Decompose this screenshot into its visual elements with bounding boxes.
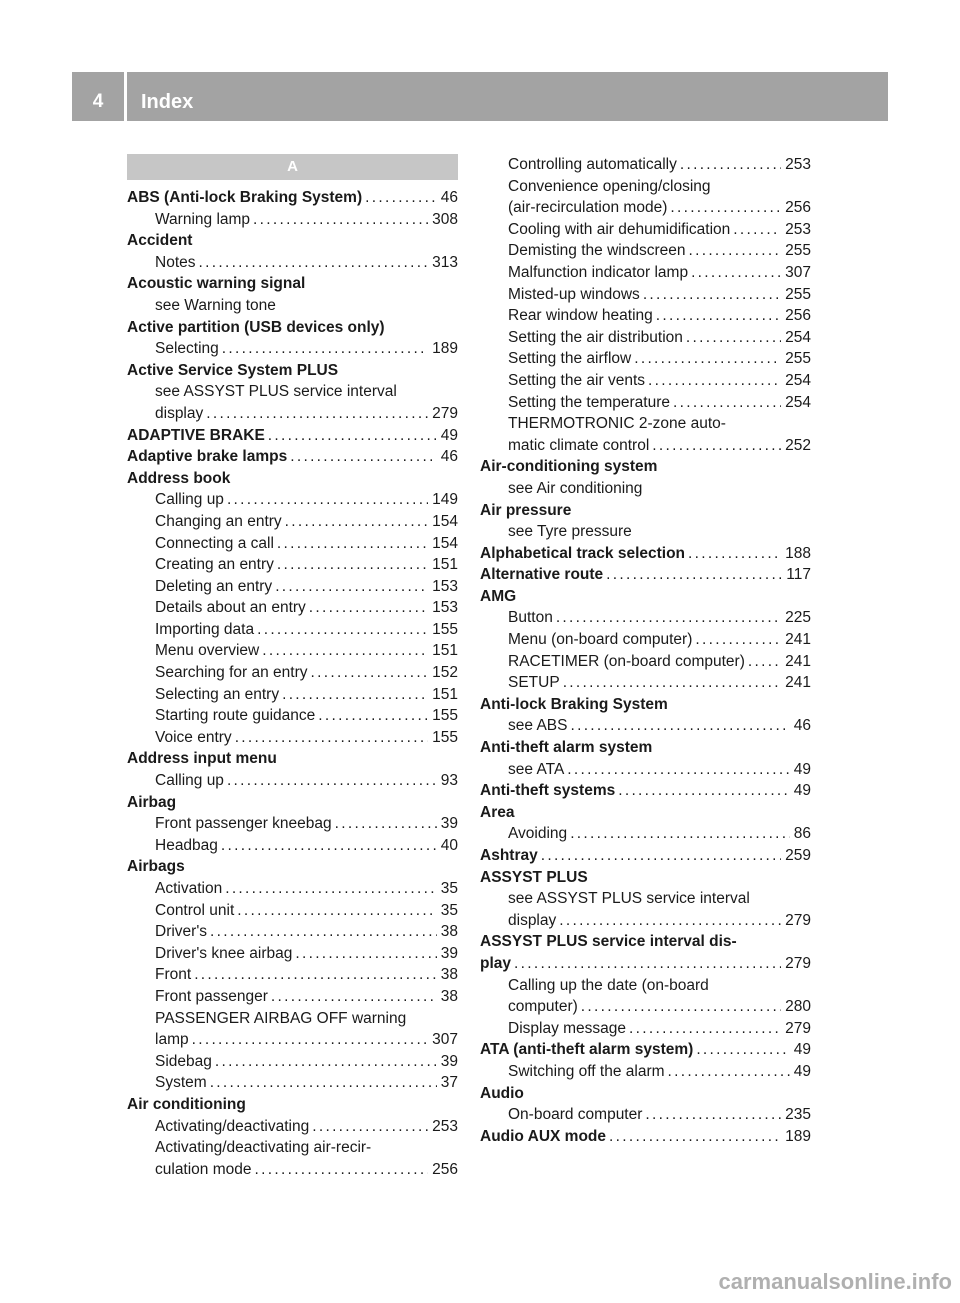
index-entry	[127, 425, 458, 447]
entry-page-number: 253	[785, 156, 811, 173]
entry-label: ABS (Anti-lock Braking System)	[127, 189, 363, 206]
dot-leader	[268, 425, 437, 447]
index-heading: Active Service System PLUS	[127, 361, 339, 379]
index-heading: Address input menu	[127, 750, 277, 768]
entry-page-number: 153	[432, 599, 458, 617]
dot-leader	[215, 1051, 437, 1073]
page-header	[72, 72, 888, 121]
entry-page-number: 254	[785, 328, 811, 346]
dot-leader	[210, 921, 437, 943]
entry-label: Notes	[155, 253, 196, 271]
dot-leader	[262, 640, 428, 662]
entry-page-number: 189	[432, 340, 458, 358]
index-heading: AMG	[480, 587, 517, 605]
entry-page-number: 117	[786, 566, 811, 584]
entry-label: Connecting a call	[155, 534, 274, 552]
index-entry	[127, 403, 458, 425]
entry-label: Starting route guidance	[155, 707, 316, 725]
index-entry	[127, 187, 458, 209]
entry-label: Front	[155, 966, 192, 984]
index-column-right	[480, 154, 811, 1147]
index-entry	[127, 684, 458, 706]
dot-leader	[652, 435, 781, 457]
index-entry	[127, 878, 458, 900]
entry-page-number: 151	[432, 685, 458, 703]
dot-leader	[733, 219, 781, 241]
index-text-line: THERMOTRONIC 2-zone auto-	[508, 415, 726, 433]
dot-leader	[318, 705, 428, 727]
dot-leader	[335, 813, 437, 835]
dot-leader	[282, 684, 428, 706]
entry-label: play	[480, 954, 512, 972]
entry-label: Front passenger	[155, 987, 268, 1005]
index-entry	[127, 705, 458, 727]
dot-leader	[696, 1039, 789, 1061]
index-heading: Area	[480, 803, 515, 821]
index-heading: Air-conditioning system	[480, 458, 658, 476]
entry-label: Menu (on-board computer)	[508, 631, 693, 649]
index-entry	[480, 219, 811, 241]
dot-leader	[688, 543, 781, 565]
index-entry	[127, 338, 458, 360]
index-heading: Anti-lock Braking System	[480, 695, 668, 713]
dot-leader	[285, 511, 428, 533]
index-heading: Air pressure	[480, 501, 572, 519]
entry-label: Audio AUX mode	[480, 1127, 607, 1145]
entry-label: display	[508, 911, 557, 929]
entry-page-number: 152	[432, 664, 458, 682]
index-entry	[127, 921, 458, 943]
index-entry	[480, 305, 811, 327]
entry-label: see ATA	[508, 760, 565, 778]
index-text-line: see Tyre pressure	[508, 523, 632, 541]
index-entry	[127, 900, 458, 922]
index-entry	[480, 651, 811, 673]
entry-label: Selecting an entry	[155, 685, 280, 703]
entry-label: Setting the air distribution	[508, 328, 683, 346]
dot-leader	[275, 576, 428, 598]
entry-label: Avoiding	[508, 825, 568, 843]
entry-page-number: 307	[432, 1031, 458, 1049]
entry-page-number: 279	[432, 404, 458, 422]
entry-page-number: 279	[785, 1019, 811, 1037]
index-text-line: see Warning tone	[155, 296, 276, 314]
index-entry	[127, 662, 458, 684]
dot-leader	[629, 1018, 781, 1040]
entry-label: Activating/deactivating	[155, 1117, 310, 1135]
dot-leader	[277, 554, 428, 576]
entry-page-number: 255	[785, 242, 811, 260]
index-entry	[480, 1018, 811, 1040]
index-heading: Address book	[127, 469, 231, 487]
dot-leader	[673, 392, 781, 414]
entry-page-number: 225	[785, 609, 811, 627]
index-heading: ASSYST PLUS service interval dis-	[480, 933, 737, 951]
index-entry	[127, 533, 458, 555]
dot-leader	[570, 823, 790, 845]
dot-leader	[570, 715, 789, 737]
entry-label: matic climate control	[508, 436, 650, 454]
dot-leader	[541, 845, 781, 867]
letter-heading: A	[127, 154, 458, 180]
index-heading: Accident	[127, 232, 193, 250]
index-entry	[480, 327, 811, 349]
dot-leader	[206, 403, 428, 425]
entry-label: Cooling with air dehumidification	[508, 220, 731, 238]
index-heading: Active partition (USB devices only)	[127, 318, 385, 336]
index-entry	[127, 619, 458, 641]
entry-page-number: 49	[793, 760, 811, 778]
index-entry	[480, 845, 811, 867]
index-entry	[480, 1126, 811, 1148]
entry-label: Selecting	[155, 340, 219, 358]
index-entry	[127, 964, 458, 986]
dot-leader	[609, 1126, 781, 1148]
dot-leader	[277, 533, 428, 555]
index-heading: Airbag	[127, 793, 177, 811]
dot-leader	[634, 348, 781, 370]
entry-label: Ashtray	[480, 847, 538, 864]
index-entry	[480, 284, 811, 306]
page-number: 4	[92, 91, 104, 112]
entry-label: display	[155, 404, 204, 422]
index-heading: Acoustic warning signal	[127, 275, 306, 293]
entry-label: Driver's	[155, 923, 208, 941]
index-entry	[127, 943, 458, 965]
entry-label: Calling up	[155, 772, 224, 790]
entry-label: Details about an entry	[155, 599, 306, 617]
dot-leader	[618, 780, 790, 802]
entry-label: ATA (anti-theft alarm system)	[480, 1041, 694, 1059]
dot-leader	[514, 953, 781, 975]
index-entry	[480, 262, 811, 284]
entry-page-number: 241	[785, 652, 811, 670]
dot-leader	[227, 489, 428, 511]
index-entry	[480, 435, 811, 457]
index-heading: Audio	[480, 1084, 524, 1102]
entry-label: Driver's knee airbag	[155, 944, 293, 962]
entry-page-number: 259	[785, 847, 811, 864]
entry-label: Alphabetical track selection	[480, 544, 686, 562]
entry-page-number: 256	[432, 1160, 458, 1178]
dot-leader	[199, 252, 429, 274]
index-entry	[480, 629, 811, 651]
index-entry	[480, 392, 811, 414]
header-divider	[124, 72, 127, 121]
entry-label: Setting the airflow	[508, 350, 632, 368]
dot-leader	[192, 1029, 429, 1051]
entry-page-number: 155	[432, 707, 458, 725]
index-entry	[480, 759, 811, 781]
index-heading: Airbags	[127, 858, 185, 876]
entry-label: Button	[508, 609, 553, 627]
watermark: carmanualsonline.info	[718, 1269, 952, 1294]
dot-leader	[680, 154, 781, 176]
dot-leader	[581, 996, 781, 1018]
entry-label: Activation	[155, 880, 223, 897]
entry-page-number: 40	[440, 836, 458, 854]
entry-label: Misted-up windows	[508, 285, 640, 303]
entry-page-number: 241	[785, 674, 811, 692]
entry-page-number: 49	[793, 1062, 811, 1080]
dot-leader	[311, 662, 429, 684]
entry-label: Voice entry	[155, 728, 232, 746]
entry-page-number: 154	[432, 534, 458, 552]
index-heading: Air conditioning	[127, 1095, 246, 1113]
dot-leader	[257, 619, 428, 641]
entry-page-number: 235	[785, 1106, 811, 1124]
entry-label: (air-recirculation mode)	[508, 199, 668, 217]
entry-label: Front passenger kneebag	[155, 815, 332, 833]
dot-leader	[235, 727, 428, 749]
dot-leader	[295, 943, 436, 965]
entry-page-number: 252	[785, 436, 811, 454]
entry-label: Alternative route	[480, 566, 604, 584]
entry-page-number: 35	[440, 901, 458, 919]
entry-label: see ABS	[508, 717, 568, 735]
index-entry	[127, 576, 458, 598]
entry-page-number: 313	[432, 253, 458, 271]
index-entry	[127, 1072, 458, 1094]
index-entry	[480, 823, 811, 845]
entry-page-number: 279	[785, 954, 811, 972]
dot-leader	[559, 910, 781, 932]
dot-leader	[648, 370, 781, 392]
entry-page-number: 38	[440, 966, 458, 984]
entry-label: SETUP	[508, 674, 560, 692]
index-entry	[480, 672, 811, 694]
entry-label: Controlling automatically	[508, 156, 677, 173]
entry-page-number: 280	[785, 998, 811, 1016]
index-entry	[127, 986, 458, 1008]
dot-leader	[290, 446, 437, 468]
entry-page-number: 255	[785, 285, 811, 303]
index-entry	[127, 446, 458, 468]
entry-label: Setting the air vents	[508, 371, 645, 389]
entry-page-number: 307	[785, 263, 811, 281]
entry-page-number: 46	[793, 717, 811, 735]
index-entry	[480, 370, 811, 392]
index-text-line: see ASSYST PLUS service interval	[155, 383, 397, 401]
entry-label: Importing data	[155, 620, 255, 638]
index-text-line: Activating/deactivating air-recir-	[155, 1139, 372, 1157]
index-entry	[127, 813, 458, 835]
dot-leader	[567, 759, 789, 781]
index-entry	[480, 1039, 811, 1061]
entry-label: computer)	[508, 998, 578, 1016]
index-entry	[480, 1104, 811, 1126]
entry-page-number: 49	[440, 426, 458, 444]
entry-page-number: 49	[793, 1041, 811, 1059]
index-entry	[127, 770, 458, 792]
entry-page-number: 151	[432, 556, 458, 574]
entry-page-number: 308	[432, 210, 458, 228]
entry-label: Adaptive brake lamps	[127, 448, 288, 466]
dot-leader	[748, 651, 781, 673]
dot-leader	[668, 1061, 790, 1083]
entry-label: Display message	[508, 1019, 627, 1037]
entry-label: lamp	[155, 1031, 189, 1049]
dot-leader	[686, 327, 781, 349]
dot-leader	[227, 770, 437, 792]
index-entry	[127, 1029, 458, 1051]
index-column-left	[127, 154, 458, 1180]
index-entry	[480, 348, 811, 370]
entry-page-number: 39	[440, 1052, 458, 1070]
entry-label: Setting the temperature	[508, 393, 670, 411]
index-entry	[480, 154, 811, 176]
entry-page-number: 253	[432, 1117, 458, 1135]
entry-label: Calling up	[155, 491, 224, 509]
dot-leader	[656, 305, 781, 327]
index-heading: ASSYST PLUS	[480, 868, 588, 886]
entry-page-number: 189	[785, 1127, 811, 1145]
entry-label: Menu overview	[155, 642, 260, 660]
dot-leader	[210, 1072, 437, 1094]
entry-label: Rear window heating	[508, 307, 653, 325]
dot-leader	[255, 1159, 429, 1181]
entry-page-number: 155	[432, 728, 458, 746]
index-entry	[480, 1061, 811, 1083]
dot-leader	[695, 629, 781, 651]
dot-leader	[606, 564, 782, 586]
entry-page-number: 254	[785, 371, 811, 389]
dot-leader	[222, 338, 428, 360]
index-text-line: see ASSYST PLUS service interval	[508, 890, 750, 908]
entry-page-number: 49	[793, 782, 811, 800]
index-entry	[127, 597, 458, 619]
index-entry	[480, 996, 811, 1018]
entry-label: culation mode	[155, 1160, 252, 1178]
index-entry	[480, 240, 811, 262]
entry-label: Sidebag	[155, 1052, 212, 1070]
dot-leader	[312, 1116, 428, 1138]
entry-label: Creating an entry	[155, 556, 274, 574]
dot-leader	[691, 262, 781, 284]
index-entry	[127, 209, 458, 231]
dot-leader	[645, 1104, 781, 1126]
entry-label: Control unit	[155, 901, 235, 919]
entry-label: On-board computer	[508, 1106, 643, 1124]
dot-leader	[309, 597, 428, 619]
dot-leader	[563, 672, 781, 694]
entry-page-number: 38	[440, 923, 458, 941]
dot-leader	[237, 900, 436, 922]
entry-label: Demisting the windscreen	[508, 242, 686, 260]
dot-leader	[643, 284, 781, 306]
entry-page-number: 46	[440, 448, 458, 466]
entry-label: RACETIMER (on-board computer)	[508, 652, 745, 670]
dot-leader	[670, 197, 781, 219]
index-entry	[480, 715, 811, 737]
index-text-line: see Air conditioning	[508, 479, 643, 497]
entry-page-number: 151	[432, 642, 458, 660]
page-title: Index	[141, 91, 194, 113]
entry-page-number: 255	[785, 350, 811, 368]
entry-page-number: 46	[440, 189, 458, 206]
index-entry	[480, 953, 811, 975]
entry-page-number: 37	[440, 1074, 458, 1092]
entry-label: Searching for an entry	[155, 664, 308, 682]
index-text-line: Convenience opening/closing	[508, 177, 711, 195]
index-entry	[127, 511, 458, 533]
entry-label: Warning lamp	[155, 210, 251, 228]
entry-page-number: 254	[785, 393, 811, 411]
entry-page-number: 188	[785, 544, 811, 562]
index-entry	[480, 564, 811, 586]
dot-leader	[194, 964, 437, 986]
index-text-line: PASSENGER AIRBAG OFF warning	[155, 1009, 407, 1027]
entry-page-number: 93	[440, 772, 458, 790]
dot-leader	[225, 878, 437, 900]
entry-page-number: 35	[440, 880, 458, 897]
index-entry	[480, 543, 811, 565]
entry-page-number: 155	[432, 620, 458, 638]
entry-page-number: 279	[785, 911, 811, 929]
entry-label: Headbag	[155, 836, 218, 854]
entry-label: Switching off the alarm	[508, 1062, 665, 1080]
index-entry	[127, 1116, 458, 1138]
dot-leader	[688, 240, 781, 262]
entry-page-number: 153	[432, 577, 458, 595]
index-entry	[127, 640, 458, 662]
index-entry	[480, 780, 811, 802]
index-entry	[127, 727, 458, 749]
entry-page-number: 256	[785, 199, 811, 217]
entry-label: Malfunction indicator lamp	[508, 263, 689, 281]
index-entry	[480, 910, 811, 932]
index-entry	[480, 607, 811, 629]
dot-leader	[271, 986, 437, 1008]
dot-leader	[253, 209, 428, 231]
entry-page-number: 39	[440, 944, 458, 962]
entry-page-number: 39	[440, 815, 458, 833]
index-entry	[127, 489, 458, 511]
entry-label: ADAPTIVE BRAKE	[127, 426, 265, 444]
entry-label: System	[155, 1074, 207, 1092]
index-entry	[127, 835, 458, 857]
index-entry	[127, 1051, 458, 1073]
index-entry	[127, 1159, 458, 1181]
index-entry	[480, 197, 811, 219]
entry-label: Deleting an entry	[155, 577, 273, 595]
entry-page-number: 149	[432, 491, 458, 509]
index-entry	[127, 252, 458, 274]
index-entry	[127, 554, 458, 576]
entry-page-number: 256	[785, 307, 811, 325]
dot-leader	[365, 187, 437, 209]
entry-page-number: 86	[793, 825, 811, 843]
dot-leader	[556, 607, 781, 629]
entry-label: Anti-theft systems	[480, 782, 616, 800]
index-heading: Anti-theft alarm system	[480, 739, 653, 757]
entry-page-number: 38	[440, 987, 458, 1005]
entry-page-number: 154	[432, 512, 458, 530]
index-text-line: Calling up the date (on-board	[508, 976, 709, 994]
entry-page-number: 253	[785, 220, 811, 238]
entry-label: Changing an entry	[155, 512, 282, 530]
entry-page-number: 241	[785, 631, 811, 649]
dot-leader	[221, 835, 437, 857]
